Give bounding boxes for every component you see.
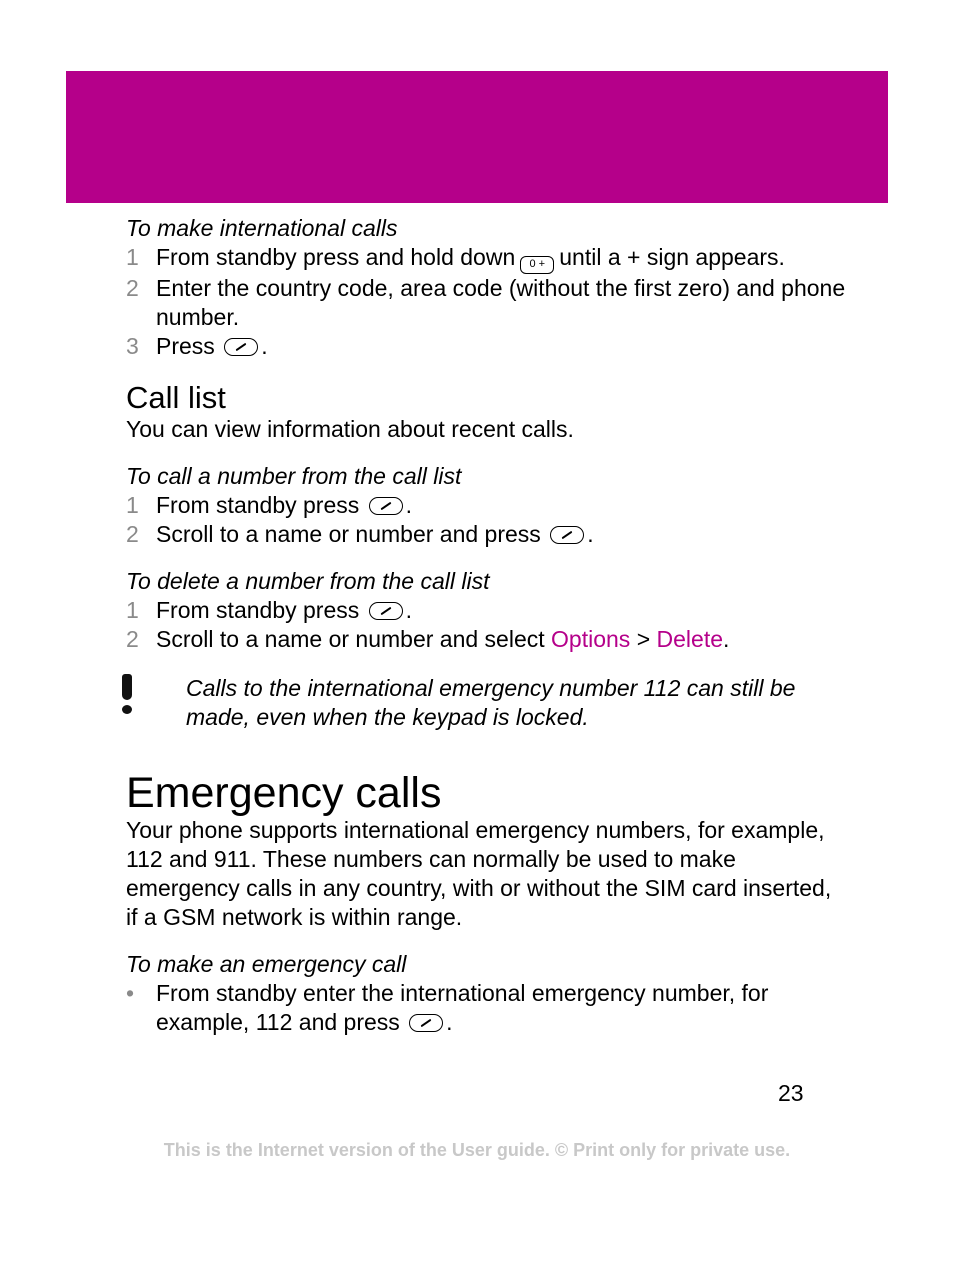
- call-key-icon: [409, 1014, 443, 1032]
- step-number: 1: [126, 244, 139, 270]
- page-content: [126, 214, 846, 1037]
- intl-step-3: 3 Press .: [126, 333, 268, 359]
- delete-from-list-step-2: 2 Scroll to a name or number and select Options > Delete.: [126, 626, 730, 652]
- emergency-step: • From standby enter the international emergency number, for example, 112 and press .: [126, 980, 769, 1035]
- call-key-icon: [224, 338, 258, 356]
- note-text: Calls to the international emergency number 112 can still be made, even when the keypad is locked.: [186, 675, 796, 730]
- call-list-intro: You can view information about recent calls.: [126, 416, 574, 442]
- step-number: 2: [126, 521, 139, 547]
- step-number: 2: [126, 626, 139, 652]
- note-box: [116, 674, 846, 732]
- step-number: 3: [126, 333, 139, 359]
- emergency-task-heading: To make an emergency call: [126, 951, 407, 977]
- emergency-intro: Your phone supports international emergency numbers, for example, 112 and 911. These numbers can normally be used to make emergency calls in any country, with or without the SIM card inserted, if a GSM network is within range.: [126, 817, 832, 930]
- emergency-title: Emergency calls: [126, 769, 442, 817]
- delete-from-list-heading: To delete a number from the call list: [126, 568, 490, 594]
- intl-step-1: 1 From standby press and hold down 0 + until a + sign appears.: [126, 243, 846, 274]
- footer-notice: This is the Internet version of the User guide. © Print only for private use.: [163, 1140, 791, 1160]
- page-number: 23: [778, 1080, 804, 1106]
- header-banner: [66, 71, 888, 203]
- delete-link: Delete: [656, 626, 724, 652]
- call-key-icon: [369, 497, 403, 515]
- options-link: Options: [551, 626, 631, 652]
- zero-plus-key-icon: 0 +: [520, 256, 554, 274]
- call-from-list-step-1: 1 From standby press .: [126, 492, 413, 518]
- step-number: 1: [126, 597, 139, 623]
- intl-step-2: 2 Enter the country code, area code (without the first zero) and phone number.: [126, 275, 846, 330]
- call-from-list-heading: To call a number from the call list: [126, 463, 462, 489]
- intl-heading: To make international calls: [126, 215, 398, 241]
- call-from-list-step-2: 2 Scroll to a name or number and press .: [126, 521, 594, 547]
- step-number: 1: [126, 492, 139, 518]
- call-key-icon: [550, 526, 584, 544]
- bullet: •: [126, 980, 135, 1006]
- call-key-icon: [369, 602, 403, 620]
- exclamation-icon: [116, 674, 186, 732]
- call-list-title: Call list: [126, 380, 226, 415]
- delete-from-list-step-1: 1 From standby press .: [126, 597, 413, 623]
- step-number: 2: [126, 275, 139, 301]
